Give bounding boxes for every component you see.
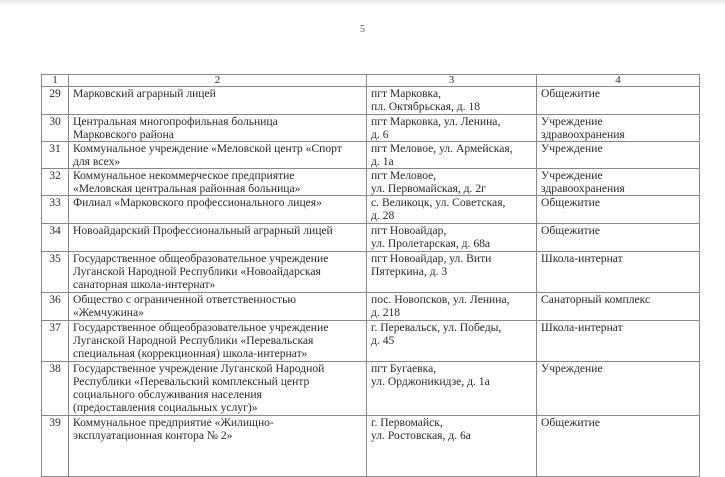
address-cell: [367, 416, 537, 477]
row-number: 32: [42, 169, 69, 196]
organization-name-line: специальная (коррекционная) школа-интернат»: [73, 347, 308, 360]
organization-name-line: Коммунальное учреждение «Меловской центр «Спорт: [73, 142, 342, 155]
organization-name-line: санаторная школа-интернат»: [73, 278, 216, 291]
address-cell: [367, 252, 537, 293]
row-number: 36: [42, 293, 69, 321]
organization-name-line: Государственное общеобразовательное учреждение: [73, 321, 329, 334]
address-line: д. 218: [371, 306, 401, 319]
organization-name-cell: [69, 321, 367, 362]
address-line: д. 1а: [371, 155, 394, 168]
header-cell-4: 4: [537, 75, 700, 87]
address-line: пос. Новопсков, ул. Ленина,: [371, 293, 510, 306]
address-line: пгт Марковка, ул. Ленина,: [371, 115, 501, 128]
organization-name-line: эксплуатационная контора № 2»: [73, 429, 233, 442]
organization-name-cell: [69, 169, 367, 196]
address-line: д. 6: [371, 128, 389, 141]
facility-type-cell: [537, 115, 700, 142]
facility-type-line: Учреждение: [541, 115, 603, 128]
header-cell-1: 1: [42, 75, 69, 87]
organization-name-line: для всех»: [73, 155, 121, 168]
address-line: Пятеркина, д. 3: [371, 265, 448, 278]
facility-type-cell: [537, 196, 700, 224]
table-row: [42, 362, 700, 416]
address-line: пгт Меловое,: [371, 169, 437, 182]
facilities-table: [41, 74, 700, 477]
address-cell: [367, 224, 537, 252]
row-number: 37: [42, 321, 69, 362]
facility-type-line: Общежитие: [541, 416, 600, 429]
organization-name-line: Коммунальное предприятие «Жилищно-: [73, 416, 274, 429]
organization-name-cell: [69, 87, 367, 115]
organization-name-cell: [69, 252, 367, 293]
address-line: ул. Первомайская, д. 2г: [371, 182, 486, 195]
address-cell: [367, 142, 537, 169]
address-line: с. Великоцк, ул. Советская,: [371, 196, 506, 209]
address-cell: [367, 196, 537, 224]
address-cell: [367, 115, 537, 142]
organization-name-line: «Меловская центральная районная больница»: [73, 182, 301, 195]
organization-name-line: Центральная многопрофильная больница: [73, 115, 278, 128]
address-line: д. 28: [371, 209, 395, 222]
row-number: 38: [42, 362, 69, 416]
facility-type-line: Учреждение: [541, 362, 603, 375]
viewer-top-edge: [0, 0, 725, 6]
facility-type-line: здравоохранения: [541, 128, 625, 141]
address-line: ул. Орджоникидзе, д. 1а: [371, 375, 490, 388]
facility-type-cell: [537, 293, 700, 321]
page-number: 5: [360, 24, 365, 35]
organization-name-line: Луганской Народной Республики «Перевальская: [73, 334, 314, 347]
row-number: 31: [42, 142, 69, 169]
address-cell: [367, 321, 537, 362]
facility-type-line: Школа-интернат: [541, 252, 623, 265]
address-line: г. Первомайск,: [371, 416, 443, 429]
address-line: пгт Новоайдар,: [371, 224, 447, 237]
organization-name-line: Филиал «Марковского профессионального лицея»: [73, 196, 322, 209]
organization-name-line: Государственное общеобразовательное учреждение: [73, 252, 329, 265]
facility-type-cell: [537, 321, 700, 362]
facility-type-cell: [537, 362, 700, 416]
organization-name-line: Новоайдарский Профессиональный аграрный лицей: [73, 224, 333, 237]
organization-name-line: социального обслуживания населения: [73, 388, 262, 401]
facility-type-cell: [537, 416, 700, 477]
table-row: [42, 321, 700, 362]
organization-name-cell: [69, 416, 367, 477]
address-line: пгт Меловое, ул. Армейская,: [371, 142, 513, 155]
facility-type-cell: [537, 252, 700, 293]
organization-name-cell: [69, 293, 367, 321]
table-header-row: [42, 75, 700, 87]
address-cell: [367, 362, 537, 416]
address-line: д. 45: [371, 334, 395, 347]
row-number: 33: [42, 196, 69, 224]
facility-type-line: Общежитие: [541, 196, 600, 209]
facility-type-line: Учреждение: [541, 169, 603, 182]
row-number: 34: [42, 224, 69, 252]
facility-type-line: Школа-интернат: [541, 321, 623, 334]
table-row: [42, 169, 700, 196]
table-row: [42, 115, 700, 142]
table-row: [42, 416, 700, 477]
address-cell: [367, 87, 537, 115]
row-number: 29: [42, 87, 69, 115]
facility-type-line: здравоохранения: [541, 182, 625, 195]
organization-name-line: Общество с ограниченной ответственностью: [73, 293, 297, 306]
table-row: [42, 196, 700, 224]
facility-type-line: Общежитие: [541, 87, 600, 100]
facility-type-line: Санаторный комплекс: [541, 293, 651, 306]
organization-name-line: Республики «Перевальский комплексный центр: [73, 375, 310, 388]
row-number: 30: [42, 115, 69, 142]
table-row: [42, 224, 700, 252]
table-row: [42, 252, 700, 293]
row-number: 35: [42, 252, 69, 293]
facility-type-cell: [537, 87, 700, 115]
organization-name-cell: [69, 362, 367, 416]
address-cell: [367, 293, 537, 321]
address-line: пгт Марковка,: [371, 87, 441, 100]
address-line: пгт Бугаевка,: [371, 362, 437, 375]
table-row: [42, 293, 700, 321]
facility-type-cell: [537, 169, 700, 196]
organization-name-line: «Жемчужина»: [73, 306, 144, 319]
table-row: [42, 142, 700, 169]
organization-name-cell: [69, 115, 367, 142]
organization-name-cell: [69, 142, 367, 169]
facility-type-line: Общежитие: [541, 224, 600, 237]
address-line: пгт Новоайдар, ул. Вити: [371, 252, 492, 265]
table-row: [42, 87, 700, 115]
header-cell-3: 3: [367, 75, 537, 87]
organization-name-line: (предоставления социальных услуг)»: [73, 401, 258, 414]
header-cell-2: 2: [69, 75, 367, 87]
organization-name-line: Коммунальное некоммерческое предприятие: [73, 169, 295, 182]
organization-name-line: Луганской Народной Республики «Новоайдарская: [73, 265, 321, 278]
facility-type-cell: [537, 224, 700, 252]
organization-name-line: Государственное учреждение Луганской Народной: [73, 362, 325, 375]
facility-type-cell: [537, 142, 700, 169]
address-line: ул. Пролетарская, д. 68а: [371, 237, 491, 250]
organization-name-line: Марковского района: [73, 128, 174, 141]
address-cell: [367, 169, 537, 196]
address-line: г. Перевальск, ул. Победы,: [371, 321, 502, 334]
organization-name-line: Марковский аграрный лицей: [73, 87, 216, 100]
address-line: пл. Октябрьская, д. 18: [371, 100, 481, 113]
address-line: ул. Ростовская, д. 6а: [371, 429, 471, 442]
organization-name-cell: [69, 224, 367, 252]
row-number: 39: [42, 416, 69, 477]
facility-type-line: Учреждение: [541, 142, 603, 155]
organization-name-cell: [69, 196, 367, 224]
